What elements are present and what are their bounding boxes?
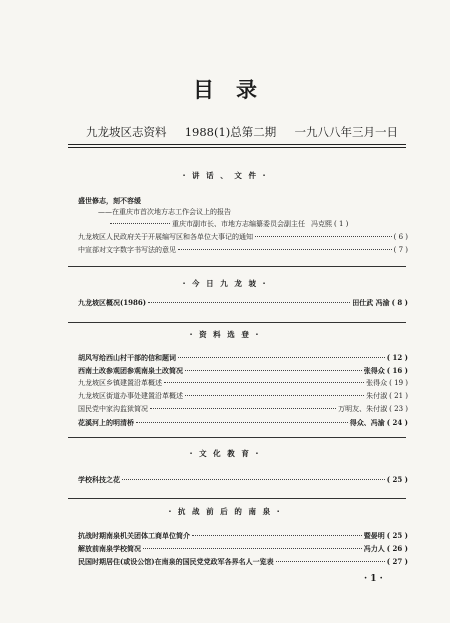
entry-page: ( 25 ) [386,475,408,484]
entry-author: 暨晏明 [363,531,385,540]
entry-title: 重庆市副市长、市地方志编纂委员会副主任 [172,220,305,228]
entry-author: 得众、冯渝 [349,418,385,427]
entry-author: 冯力人 [363,544,385,553]
entry-title: 胡风写给西山村干部的信和题词 [78,353,176,362]
entry-author: 万明友、朱付淑 [338,405,388,413]
leader-dots [122,479,385,480]
entry-author: 张得众 [366,379,388,387]
entry-page: ( 1 ) [334,220,349,228]
toc-entry[interactable] [78,475,408,484]
toc-entry[interactable] [78,298,408,307]
entry-author: 朱付淑 [366,392,388,400]
entry-author: 冯克熙 [311,220,332,228]
leader-dots [178,357,385,358]
leader-dots [150,408,336,409]
toc-entry[interactable] [78,418,408,427]
publication-name: 九龙坡区志资料 [86,125,167,139]
entry-title: 国民党中家沟监狱简况 [78,405,148,413]
entry-page: ( 8 ) [391,298,408,307]
toc-entry-title: 盛世修志，刻不容缓 [78,196,141,205]
entry-page: ( 26 ) [386,544,408,553]
entry-title: 中宣部对文字数字书写法的意见 [78,246,176,254]
entry-page: ( 25 ) [386,531,408,540]
entry-page: ( 27 ) [386,557,408,566]
page-title: 目录 [193,78,279,102]
entry-author: 张得众 [363,366,385,375]
entry-page: ( 12 ) [386,353,408,362]
section-heading: · 讲 话 、 文 件 · [182,171,268,180]
section-rule [68,437,406,438]
toc-entry[interactable] [78,366,408,375]
entry-title: 解放前南泉学校简况 [78,544,141,553]
leader-dots [136,422,348,423]
entry-title: 抗战时期南泉机关团体工商单位简介 [78,531,190,540]
toc-entry[interactable] [78,544,408,553]
section-heading: · 文 化 教 育 · [189,449,261,458]
page-number: · 1 · [364,574,383,584]
entry-author: 田仕武 冯渝 [352,298,390,307]
leader-dots [192,535,362,536]
leader-dots [185,395,364,396]
entry-title: 学校科技之花 [78,475,120,484]
leader-dots [276,561,385,562]
section-rule [68,266,406,267]
entry-page: ( 21 ) [389,392,408,400]
entry-title: 九龙坡区乡镇建置沿革概述 [78,379,162,387]
toc-entry[interactable] [78,353,408,362]
publication-date: 一九八八年三月一日 [294,125,398,139]
toc-entry[interactable] [78,531,408,540]
entry-title: 九龙坡区街道办事处建置沿革概述 [78,392,183,400]
entry-title: 花溪河上的明清桥 [78,418,134,427]
section-rule [68,322,406,323]
entry-page: ( 7 ) [393,246,408,254]
toc-entry[interactable] [78,392,408,401]
issue-number: 1988(1)总第二期 [184,125,277,139]
entry-page: ( 23 ) [389,405,408,413]
entry-title: 民国时期居住(或设公馆)在南泉的国民党党政军各界名人一览表 [78,557,274,566]
section-heading: · 今 日 九 龙 坡 · [182,279,268,288]
entry-title: 九龙坡区人民政府关于开展编写区和各单位大事记的通知 [78,233,253,241]
leader-dots [164,382,364,383]
entry-page: ( 24 ) [386,418,408,427]
entry-page: ( 19 ) [389,379,408,387]
toc-entry[interactable] [78,246,408,255]
publication-info [86,124,398,140]
entry-page: ( 16 ) [386,366,408,375]
entry-title: 九龙坡区概况(1986) [78,298,147,307]
toc-entry[interactable] [78,405,408,414]
section-rule [68,498,406,499]
section-heading: · 资 料 选 登 · [189,330,261,339]
toc-entry-subtitle: ——在重庆市首次地方志工作会议上的报告 [98,208,231,216]
section-heading: · 抗 战 前 后 的 南 泉 · [168,507,282,516]
toc-entry[interactable] [78,557,408,566]
leader-dots [185,370,362,371]
leader-dots [178,249,392,250]
leader-dots [110,223,170,224]
toc-entry[interactable] [78,220,408,229]
leader-dots [255,236,392,237]
toc-entry[interactable] [78,233,408,242]
entry-page: ( 6 ) [393,233,408,241]
toc-entry[interactable] [78,379,408,388]
entry-title: 西南土改参观团参观南泉土改简况 [78,366,183,375]
leader-dots [143,548,362,549]
leader-dots [148,302,350,303]
header-rule [68,144,406,148]
